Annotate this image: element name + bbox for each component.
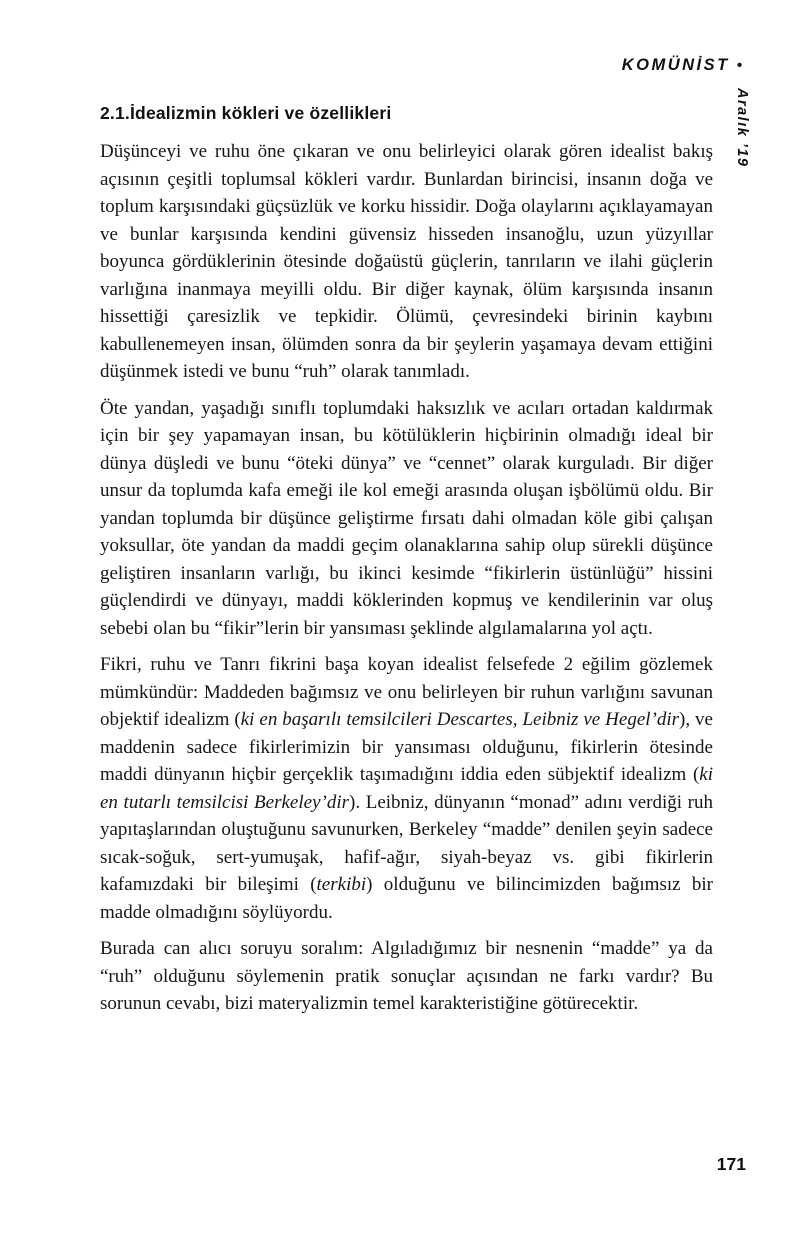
paragraph-2: Öte yandan, yaşadığı sınıflı toplumdaki haksızlık ve acıları ortadan kaldırmak için bir şey yapamayan insan, bu kötülüklerin hiçbirinin olmadığı ideal bir dünya düşledi ve bunu “öteki dünya” ve “cennet” olarak kurguladı. Bir diğer unsur da toplumda kafa emeği ile kol emeği arasında oluşan işbölümü oldu. Bir yandan toplumda bir düşünce geliştirme fırsatı dahi olmadan köle gibi çalışan yoksullar, öte yandan da maddi geçim olanaklarına sahip olup sürekli düşünce geliştiren insanların varlığı, bu ikinci kesimde “fikirlerin üstünlüğü” hissini güçlendirdi ve dünyayı, maddi köklerinden kopmuş ve kendilerinin var oluş sebebi olan bu “fikir”lerin bir yansıması şeklinde algılamalarına yol açtı. [100, 397, 713, 639]
section-heading: 2.1.İdealizmin kökleri ve özellikleri [100, 103, 392, 123]
paragraph-1: Düşünceyi ve ruhu öne çıkaran ve onu belirleyici olarak gören idealist bakış açısının çeşitli toplumsal kökleri vardır. Bunlardan birincisi, insanın doğa ve toplum karşısındaki güçsüzlük ve korku hissidir. Doğa olaylarını açıklayamayan ve bunlar karşısında kendini güvensiz hisseden insanoğlu, uzun yüzyıllar boyunca gördüklerinin ötesinde doğaüstü güçlerin, tanrıların ve ilahi güçlerin varlığına inanmaya meyilli oldu. Bir diğer kaynak, ölüm karşısında insanın hissettiği çaresizlik ve tepkidir. Ölümü, çevresindeki birinin kaybını kabullenemeyen insan, ölümden sonra da bir şeylerin yaşamaya devam ettiğini düşünmek istedi ve bunu “ruh” olarak tanımladı. [100, 141, 713, 382]
paragraph-3: Fikri, ruhu ve Tanrı fikrini başa koyan idealist felsefede 2 eğilim gözlemek mümkündür: Maddeden bağımsız ve onu belirleyen bir ruhun varlığını savunan objektif idealizm (ki en başarılı temsilcileri Descartes, Leibniz ve Hegel’dir), ve maddenin sadece fikirlerimizin bir yansıması olduğunu, fikirlerin ötesinde maddi dünyanın hiçbir gerçeklik taşımadığını iddia eden sübjektif idealizm (ki en tutarlı temsilcisi Berkeley’dir). Leibniz, dünyanın “monad” adını verdiği ruh yapıtaşlarından oluştuğunu savunurken, Berkeley “madde” denilen şeyin sadece sıcak-soğuk, sert-yumuşak, hafif-ağır, siyah-beyaz vs. gibi fikirlerin kafamızdaki bir bileşimi (terkibi) olduğunu ve bilincimizden bağımsız bir madde olmadığını söylüyordu. [100, 654, 713, 923]
page-number: 171 [716, 1154, 746, 1174]
page-header [622, 56, 742, 75]
bullet-icon: • [736, 57, 742, 74]
issue-label: Aralık ’19 [734, 88, 750, 168]
paragraph-4: Burada can alıcı soruyu soralım: Algıladığımız bir nesnenin “madde” ya da “ruh” olduğunu söylemenin pratik sonuçlar açısından ne farkı vardır? Bu sorunun cevabı, bizi materyalizmin temel karakteristiğine götürecektir. [100, 938, 713, 1014]
article-content [100, 103, 713, 1027]
journal-title: KOMÜNİST [621, 56, 730, 74]
